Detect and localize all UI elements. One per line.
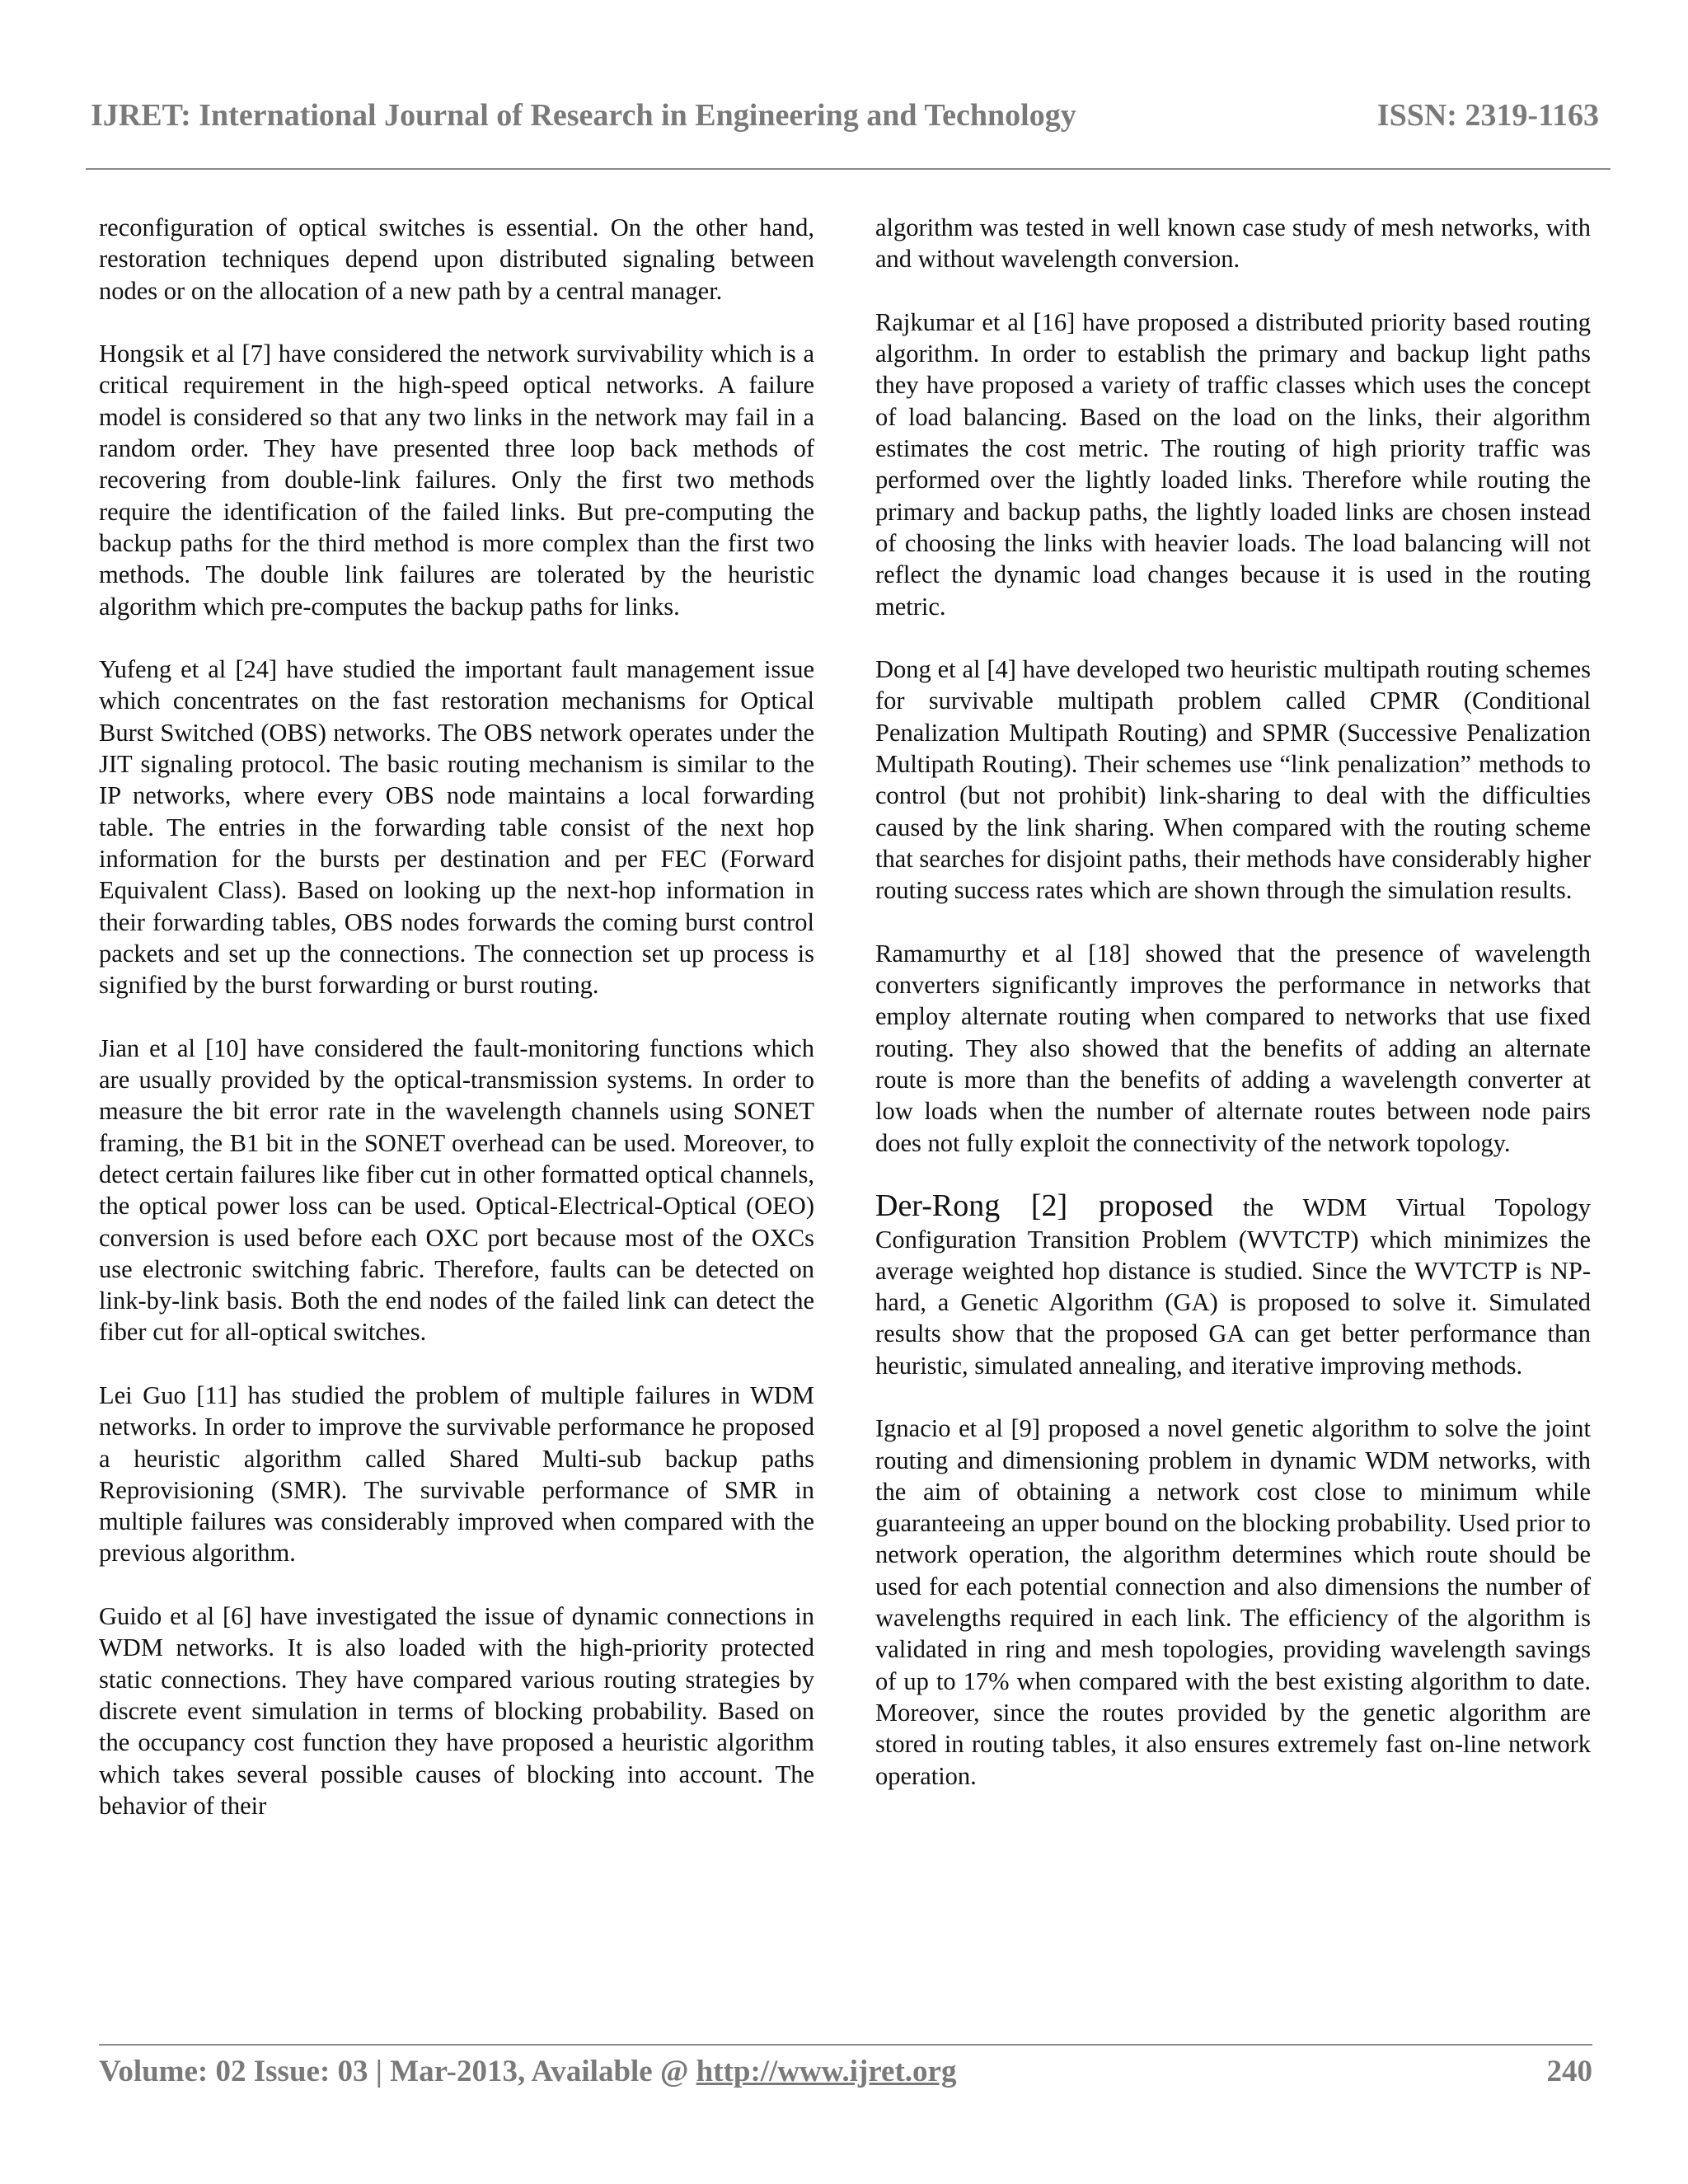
page-number: 240 [1546, 2055, 1592, 2088]
paragraph: Rajkumar et al [16] have proposed a distributed priority based routing algorithm. In order to establish the primary and backup light paths they have proposed a variety of traffic classes which uses the concept of load balancing. Based on the load on the links, their algorithm estimates the cost metric. The routing of high priority traffic was performed over the lightly loaded links. Therefore while routing the primary and backup paths, the lightly loaded links are chosen instead of choosing the links with heavier loads. The load balancing will not reflect the dynamic load changes because it is used in the routing metric. [875, 307, 1591, 621]
paragraph-lead: Der-Rong [2] proposed [875, 1188, 1214, 1224]
footer-info [99, 2054, 956, 2089]
right-column [875, 212, 1591, 1792]
paragraph-rest: the WDM Virtual Topology Configuration Transition Problem (WVTCTP) which minimizes the average weighted hop distance is studied. Since the WVTCTP is NP-hard, a Genetic Algorithm (GA) is proposed to solve it. Simulated results show that the proposed GA can get better performance than heuristic, simulated annealing, and iterative improving methods. [875, 1193, 1591, 1380]
paragraph: Guido et al [6] have investigated the issue of dynamic connections in WDM networks. It is also loaded with the high-priority protected static connections. They have compared various routing strategies by discrete event simulation in terms of blocking probability. Based on the occupancy cost function they have proposed a heuristic algorithm which takes several possible causes of blocking into account. The behavior of their [99, 1602, 814, 1820]
paragraph: Lei Guo [11] has studied the problem of multiple failures in WDM networks. In order to improve the survivable performance he proposed a heuristic algorithm called Shared Multi-sub backup paths Reprovisioning (SMR). The survivable performance of SMR in multiple failures was considerably improved when compared with the previous algorithm. [99, 1380, 814, 1568]
page-footer [99, 2054, 1592, 2089]
paragraph: reconfiguration of optical switches is essential. On the other hand, restoration techniques depend upon distributed signaling between nodes or on the allocation of a new path by a central manager. [99, 213, 814, 305]
footer-divider [99, 2044, 1592, 2046]
volume-text: Volume: 02 Issue: 03 | Mar-2013, Available @ [99, 2055, 696, 2088]
header-divider [86, 168, 1611, 170]
paragraph: algorithm was tested in well known case study of mesh networks, with and without wavelength conversion. [875, 213, 1591, 274]
left-column [99, 212, 814, 1821]
paragraph: Yufeng et al [24] have studied the important fault management issue which concentrates on the fast restoration mechanisms for Optical Burst Switched (OBS) networks. The OBS network operates under the JIT signaling protocol. The basic routing mechanism is similar to the IP networks, where every OBS node maintains a local forwarding table. The entries in the forwarding table consist of the next hop information for the bursts per destination and per FEC (Forward Equivalent Class). Based on looking up the next-hop information in their forwarding tables, OBS nodes forwards the coming burst control packets and set up the connections. The connection set up process is signified by the burst forwarding or burst routing. [99, 655, 814, 1000]
paragraph: Dong et al [4] have developed two heuristic multipath routing schemes for survivable multipath problem called CPMR (Conditional Penalization Multipath Routing) and SPMR (Successive Penalization Multipath Routing). Their schemes use “link penalization” methods to control (but not prohibit) link-sharing to deal with the difficulties caused by the link sharing. When compared with the routing scheme that searches for disjoint paths, their methods have considerably higher routing success rates which are shown through the simulation results. [875, 655, 1591, 905]
paragraph: Hongsik et al [7] have considered the network survivability which is a critical requirement in the high-speed optical networks. A failure model is considered so that any two links in the network may fail in a random order. They have presented three loop back methods of recovering from double-link failures. Only the first two methods require the identification of the failed links. But pre-computing the backup paths for the third method is more complex than the first two methods. The double link failures are tolerated by the heuristic algorithm which pre-computes the backup paths for links. [99, 340, 814, 621]
paragraph: Ignacio et al [9] proposed a novel genetic algorithm to solve the joint routing and dimensioning problem in dynamic WDM networks, with the aim of obtaining a network cost close to minimum while guaranteeing an upper bound on the blocking probability. Used prior to network operation, the algorithm determines which route should be used for each potential connection and also dimensions the number of wavelengths required in each link. The efficiency of the algorithm is validated in ring and mesh topologies, providing wavelength savings of up to 17% when compared with the best existing algorithm to date. Moreover, since the routes provided by the genetic algorithm are stored in routing tables, it also ensures extremely fast on-line network operation. [875, 1414, 1591, 1790]
issn: ISSN: 2319-1163 [1376, 98, 1599, 133]
paragraph: Jian et al [10] have considered the fault-monitoring functions which are usually provided by the optical-transmission systems. In order to measure the bit error rate in the wavelength channels using SONET framing, the B1 bit in the SONET overhead can be used. Moreover, to detect certain failures like fiber cut in other formatted optical channels, the optical power loss can be used. Optical-Electrical-Optical (OEO) conversion is used before each OXC port because most of the OXCs use electronic switching fabric. Therefore, faults can be detected on link-by-link basis. Both the end nodes of the failed link can detect the fiber cut for all-optical switches. [99, 1033, 814, 1347]
paragraph: Ramamurthy et al [18] showed that the presence of wavelength converters significantly improves the performance in networks that employ alternate routing when compared to networks that use fixed routing. They also showed that the benefits of adding an alternate route is more than the benefits of adding a wavelength converter at low loads when the number of alternate routes between node pairs does not fully exploit the connectivity of the network topology. [875, 939, 1591, 1157]
journal-link[interactable]: http://www.ijret.org [696, 2055, 957, 2088]
page-header [91, 97, 1599, 134]
paragraph-der-rong [875, 1190, 1591, 1381]
journal-title: IJRET: International Journal of Research in Engineering and Technology [91, 98, 1076, 133]
